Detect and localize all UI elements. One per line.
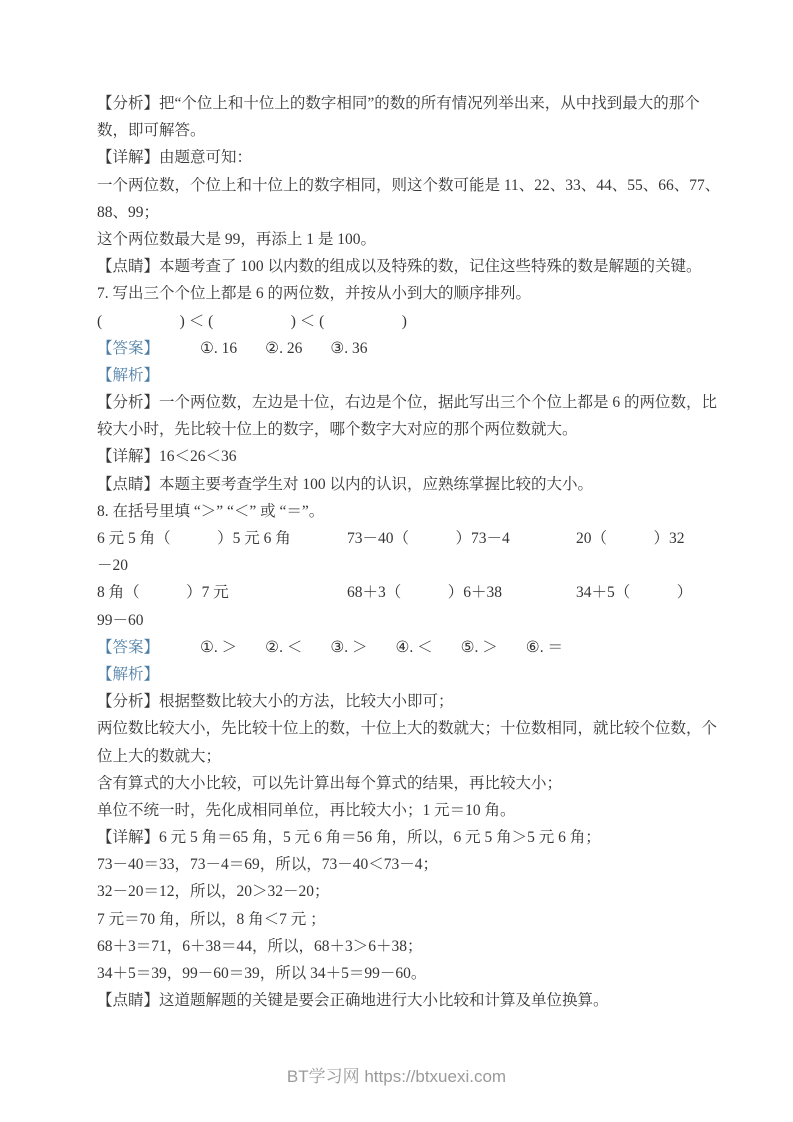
analysis-q8-line2: 两位数比较大小，先比较十位上的数，十位上大的数就大；十位数相同，就比较个位数，个: [97, 720, 718, 738]
detail-q6-line4: 这个两位数最大是 99，再添上 1 是 100。: [97, 230, 377, 248]
detail-q8-line3: 32－20＝12，所以，20＞32－20；: [97, 883, 330, 901]
comparison-item: 68＋3（ ）6＋38: [347, 584, 503, 602]
question-8-text: 8. 在括号里填 “＞” “＜” 或 “＝”。: [97, 502, 325, 520]
watermark-text: BT学习网 https://btxuexi.com: [286, 1067, 507, 1086]
analysis-q7-line2: 较大小时，先比较十位上的数字，哪个数字大对应的那个两位数就大。: [97, 421, 578, 439]
detail-q8-line6: 34＋5＝39，99－60＝39，所以 34＋5＝99－60。: [97, 965, 427, 982]
answer-item: ④. ＜: [395, 638, 433, 656]
document-content: [97, 90, 721, 1014]
analysis-q6-line2: 数，即可解答。: [97, 122, 206, 140]
question-7-blanks: ( ) ＜ ( ) ＜ ( ): [97, 312, 407, 330]
detail-q8-line1: 【详解】6 元 5 角＝65 角，5 元 6 角＝56 角，所以，6 元 5 角＞5 元 6 角；: [97, 829, 601, 847]
answer-item: ⑥. ＝: [525, 638, 563, 656]
answer-item: ②. ＜: [265, 638, 303, 656]
section-label: 【解析】: [97, 665, 160, 683]
analysis-section-label-q8: [97, 661, 703, 688]
tip-q8: 【点睛】这道题解题的关键是要会正确地进行大小比较和计算及单位换算。: [97, 992, 609, 1010]
analysis-q8-line4: 含有算式的大小比较，可以先计算出每个算式的结果，再比较大小；: [97, 774, 563, 792]
answer-line-q8: [97, 634, 703, 661]
answer-item: ⑤. ＞: [460, 638, 498, 656]
detail-q6-line3: 88、99；: [97, 203, 160, 221]
comparison-item: 6 元 5 角（ ）5 元 6 角: [97, 530, 291, 547]
comparison-row-2-wrap: 99－60: [97, 611, 144, 629]
detail-q6-line1: 【详解】由题意可知：: [97, 149, 253, 167]
comparison-item: 8 角（ ）7 元: [97, 584, 229, 602]
answer-items: [200, 335, 367, 362]
answer-line-q7: [97, 335, 703, 362]
comparison-item: 20（ ）32: [576, 530, 685, 547]
answer-label: 【答案】: [97, 638, 160, 656]
detail-q8-line4: 7 元＝70 角，所以，8 角＜7 元 ；: [97, 910, 326, 928]
comparison-row-2: [97, 579, 703, 606]
answer-item: ③. ＞: [330, 638, 368, 656]
section-label: 【解析】: [97, 366, 160, 384]
comparison-row-1-wrap: －20: [97, 557, 129, 575]
comparison-item: 73－40（ ）73－4: [347, 530, 510, 547]
detail-q8-line5: 68＋3＝71，6＋38＝44，所以，68＋3＞6＋38；: [97, 937, 423, 955]
analysis-q6-line1: 【分析】把“个位上和十位上的数字相同”的数的所有情况列举出来，从中找到最大的那个: [97, 95, 700, 112]
answer-item: ②. 26: [265, 339, 303, 357]
analysis-q8-line5: 单位不统一时，先化成相同单位，再比较大小；1 元＝10 角。: [97, 801, 516, 819]
comparison-item: 34＋5（ ）: [576, 584, 693, 602]
tip-q6: 【点睛】本题考查了 100 以内数的组成以及特殊的数，记住这些特殊的数是解题的关键。: [97, 258, 702, 276]
answer-items: [200, 634, 563, 661]
answer-label: 【答案】: [97, 339, 160, 357]
question-7-text: 7. 写出三个个位上都是 6 的两位数，并按从小到大的顺序排列。: [97, 285, 532, 303]
answer-item: ①. ＞: [200, 638, 238, 656]
site-watermark: [0, 1066, 793, 1088]
answer-item: ③. 36: [330, 339, 368, 357]
analysis-q8-line1: 【分析】根据整数比较大小的方法，比较大小即可；: [97, 693, 454, 711]
analysis-q7-line1: 【分析】一个两位数，左边是十位，右边是个位，据此写出三个个位上都是 6 的两位数，比: [97, 394, 718, 412]
answer-item: ①. 16: [200, 339, 238, 357]
comparison-row-1: [97, 525, 703, 552]
detail-q8-line2: 73－40＝33，73－4＝69，所以，73－40＜73－4；: [97, 856, 439, 874]
detail-q6-line2: 一个两位数，个位上和十位上的数字相同，则这个数可能是 11、22、33、44、55、66、77、: [97, 176, 721, 194]
analysis-section-label-q7: [97, 362, 703, 389]
analysis-q8-line3: 位上大的数就大；: [97, 747, 222, 765]
detail-q7: 【详解】16＜26＜36: [97, 448, 237, 466]
tip-q7: 【点睛】本题主要考查学生对 100 以内的认识，应熟练掌握比较的大小。: [97, 475, 594, 493]
